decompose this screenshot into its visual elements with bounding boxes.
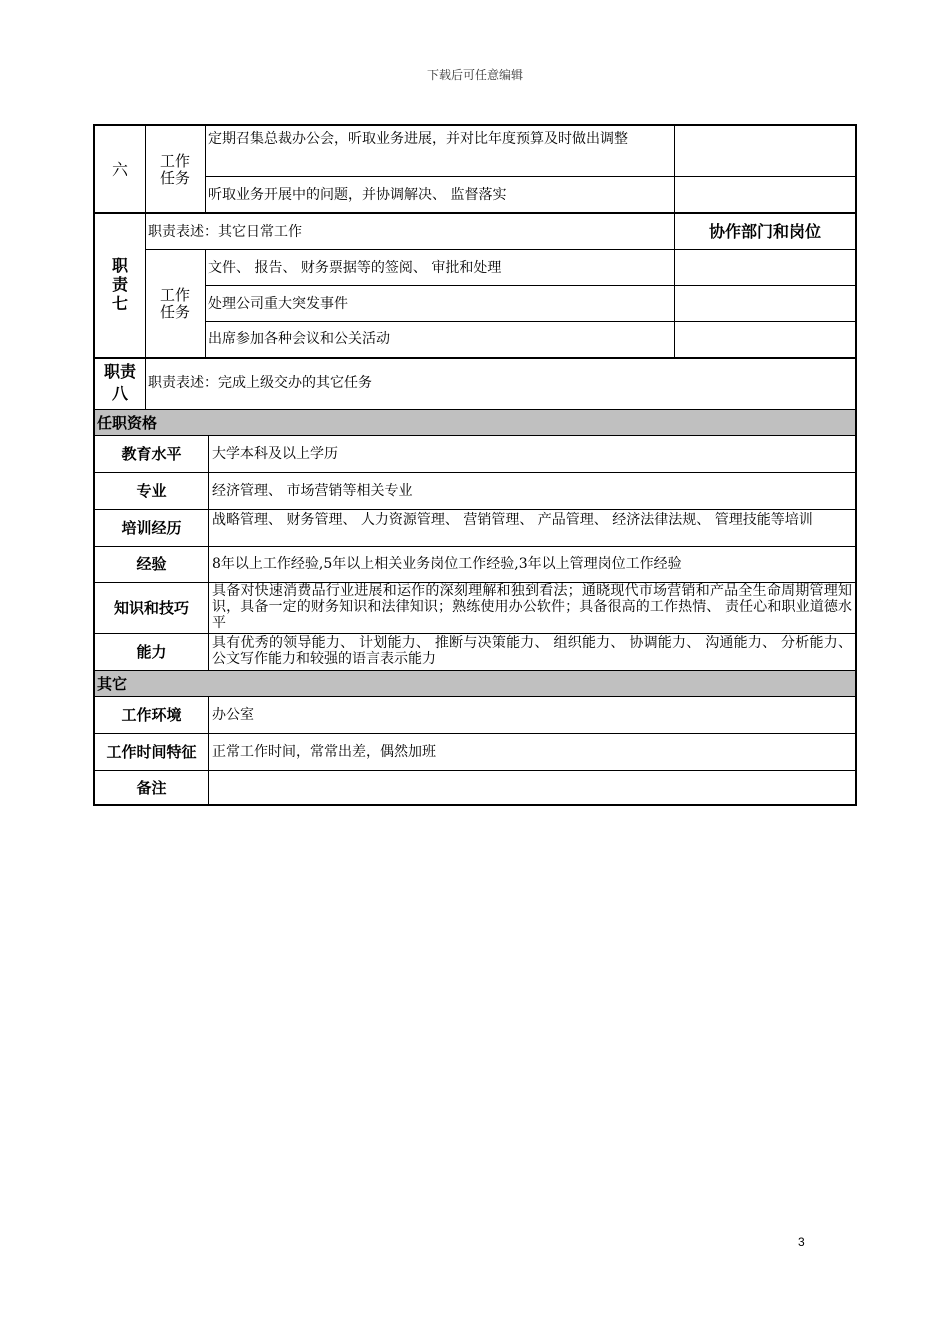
experience-label: 经验 — [136, 556, 167, 573]
duty7-task-1: 文件、 报告、 财务票据等的签阅、 审批和处理 — [208, 259, 502, 276]
grid-line — [95, 212, 855, 214]
grid-line — [674, 126, 675, 357]
work-environment-value: 办公室 — [212, 706, 254, 723]
major-label: 专业 — [136, 482, 167, 500]
grid-line — [95, 472, 855, 473]
duty6-number: 六 — [111, 160, 128, 179]
qualifications-section-header: 任职资格 — [95, 410, 855, 435]
work-time-label: 工作时间特征 — [106, 743, 197, 761]
page-header: 下载后可任意编辑 — [426, 68, 523, 82]
duty8-number: 职责 八 — [103, 363, 136, 403]
grid-line — [95, 409, 855, 410]
grid-line — [205, 285, 855, 286]
training-label: 培训经历 — [121, 519, 182, 537]
ability-value: 具有优秀的领导能力、 计划能力、 推断与决策能力、 组织能力、 协调能力、 沟通能力、 分析能力、 公文写作能力和较强的语言表示能力 — [212, 635, 852, 667]
duty6-task-label: 工作 任务 — [159, 151, 190, 187]
education-value: 大学本科及以上学历 — [212, 445, 338, 462]
duty7-task-label: 工作 任务 — [159, 285, 190, 321]
knowledge-label: 知识和技巧 — [113, 599, 189, 617]
duty6-task-2: 听取业务开展中的问题，并协调解决、 监督落实 — [208, 186, 507, 203]
grid-line — [95, 733, 855, 734]
grid-line — [95, 670, 855, 671]
remarks-value — [209, 771, 855, 806]
grid-line — [95, 696, 855, 697]
duty7-task-2: 处理公司重大突发事件 — [208, 295, 348, 312]
grid-line — [95, 546, 855, 547]
grid-line — [205, 321, 855, 322]
duty6-task-1: 定期召集总裁办公会，听取业务进展，并对比年度预算及时做出调整 — [208, 131, 628, 147]
ability-label: 能力 — [136, 643, 167, 661]
job-description-table — [93, 124, 857, 806]
grid-line — [205, 249, 206, 357]
grid-line — [205, 126, 206, 213]
grid-line — [95, 509, 855, 510]
page-number: 3 — [798, 1235, 805, 1249]
work-environment-label: 工作环境 — [121, 706, 182, 724]
grid-line — [95, 633, 855, 634]
duty8-description: 职责表述：完成上级交办的其它任务 — [148, 375, 372, 391]
grid-line — [145, 126, 146, 357]
grid-line — [95, 582, 855, 583]
grid-line — [145, 357, 146, 409]
remarks-label: 备注 — [136, 780, 167, 797]
knowledge-value: 具备对快速消费品行业进展和运作的深刻理解和独到看法；通晓现代市场营销和产品全生命周期管理知识，具备一定的财务知识和法律知识；熟练使用办公软件；具备很高的工作热情、 责任心和职业道德水平 — [212, 583, 852, 631]
major-value: 经济管理、 市场营销等相关专业 — [212, 482, 413, 499]
grid-line — [205, 176, 855, 177]
grid-line — [145, 249, 855, 250]
training-value: 战略管理、 财务管理、 人力资源管理、 营销管理、 产品管理、 经济法律法规、 管理技能等培训 — [212, 512, 813, 528]
duty7-number: 职 责 七 — [111, 257, 128, 313]
experience-value: 8年以上工作经验,5年以上相关业务岗位工作经验,3年以上管理岗位工作经验 — [212, 556, 682, 572]
grid-line — [95, 770, 855, 771]
grid-line — [208, 435, 209, 671]
other-section-header: 其它 — [95, 671, 855, 696]
education-label: 教育水平 — [121, 445, 182, 463]
grid-line — [208, 696, 209, 806]
duty7-task-3: 出席参加各种会议和公关活动 — [208, 331, 390, 347]
work-time-value: 正常工作时间，常常出差，偶然加班 — [212, 743, 436, 760]
grid-line — [95, 435, 855, 436]
duty7-description: 职责表述：其它日常工作 — [148, 223, 302, 240]
duty7-collab-header: 协作部门和岗位 — [708, 223, 821, 241]
grid-line — [95, 357, 855, 359]
